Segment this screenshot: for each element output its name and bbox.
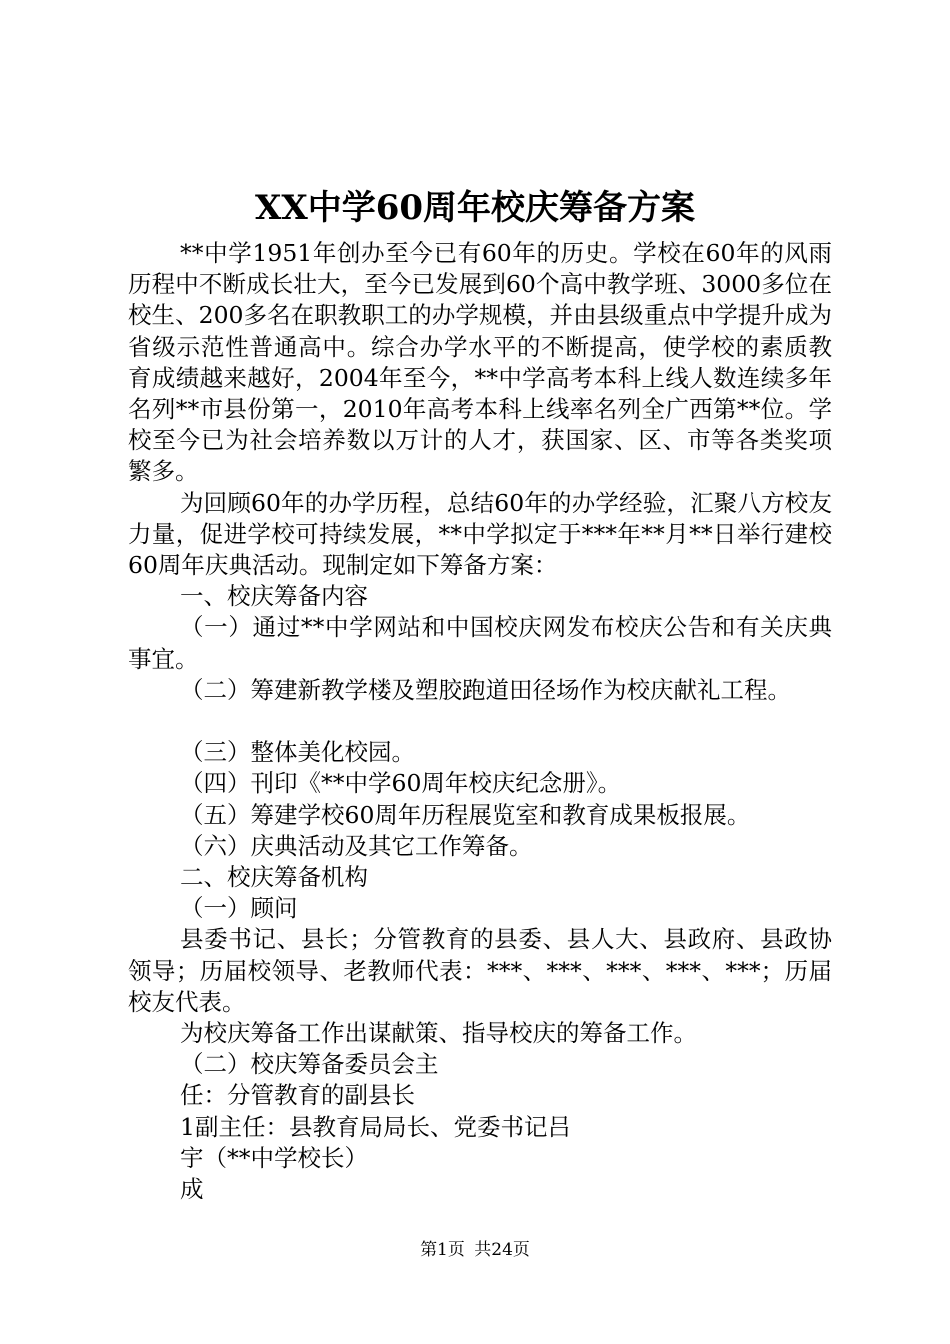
organization-item-committee: （二）校庆筹备委员会主 [180, 1050, 439, 1079]
page-total: 共24页 [474, 1240, 530, 1260]
content-item-5: （五）筹建学校60周年历程展览室和教育成果板报展。 [180, 800, 751, 829]
page-number: 第1页 [420, 1240, 465, 1260]
purpose-paragraph: 为回顾60年的办学历程，总结60年的办学经验，汇聚八方校友力量，促进学校可持续发展，**中学拟定于***年**月**日举行建校60周年庆典活动。现制定如下筹备方案： [128, 488, 832, 580]
content-item-1: （一）通过**中学网站和中国校庆网发布校庆公告和有关庆典事宜。 [128, 613, 832, 673]
blank-line [128, 706, 832, 737]
document-body [128, 238, 832, 1205]
page-footer [0, 1238, 950, 1262]
committee-director-line: 任：分管教育的副县长 [180, 1081, 415, 1110]
content-item-6: （六）庆典活动及其它工作筹备。 [180, 831, 533, 860]
advisor-duty-paragraph: 为校庆筹备工作出谋献策、指导校庆的筹备工作。 [180, 1019, 697, 1048]
content-item-3: （三）整体美化校园。 [180, 738, 415, 767]
content-item-2: （二）筹建新教学楼及塑胶跑道田径场作为校庆献礼工程。 [180, 675, 791, 704]
content-item-4: （四）刊印《**中学60周年校庆纪念册》。 [180, 769, 622, 798]
section-heading-content: 一、校庆筹备内容 [180, 582, 368, 611]
section-heading-organization: 二、校庆筹备机构 [180, 863, 368, 892]
organization-item-advisor: （一）顾问 [180, 894, 298, 923]
document-title: XX中学60周年校庆筹备方案 [254, 188, 696, 228]
intro-paragraph: **中学1951年创办至今已有60年的历史。学校在60年的风雨历程中不断成长壮大，至今已发展到60个高中教学班、3000多位在校生、200多名在职教职工的办学规模，并由县级重点中学提升成为省级示范性普通高中。综合办学水平的不断提高，使学校的素质教育成绩越来越好，2004年至今，**中学高考本科上线人数连续多年名列**市县份第一，2010年高考本科上线率名列全广西第**位。学校至今已为社会培养数以万计的人才，获国家、区、市等各类奖项繁多。 [128, 239, 832, 486]
committee-members-line: 成 [180, 1175, 204, 1204]
committee-vice-director-line: 1副主任：县教育局局长、党委书记吕 [180, 1112, 571, 1141]
advisor-members-paragraph: 县委书记、县长；分管教育的县委、县人大、县政府、县政协领导；历届校领导、老教师代表：***、***、***、***、***；历届校友代表。 [128, 925, 832, 1016]
committee-vice-director-cont-line: 宇（**中学校长） [180, 1143, 368, 1172]
